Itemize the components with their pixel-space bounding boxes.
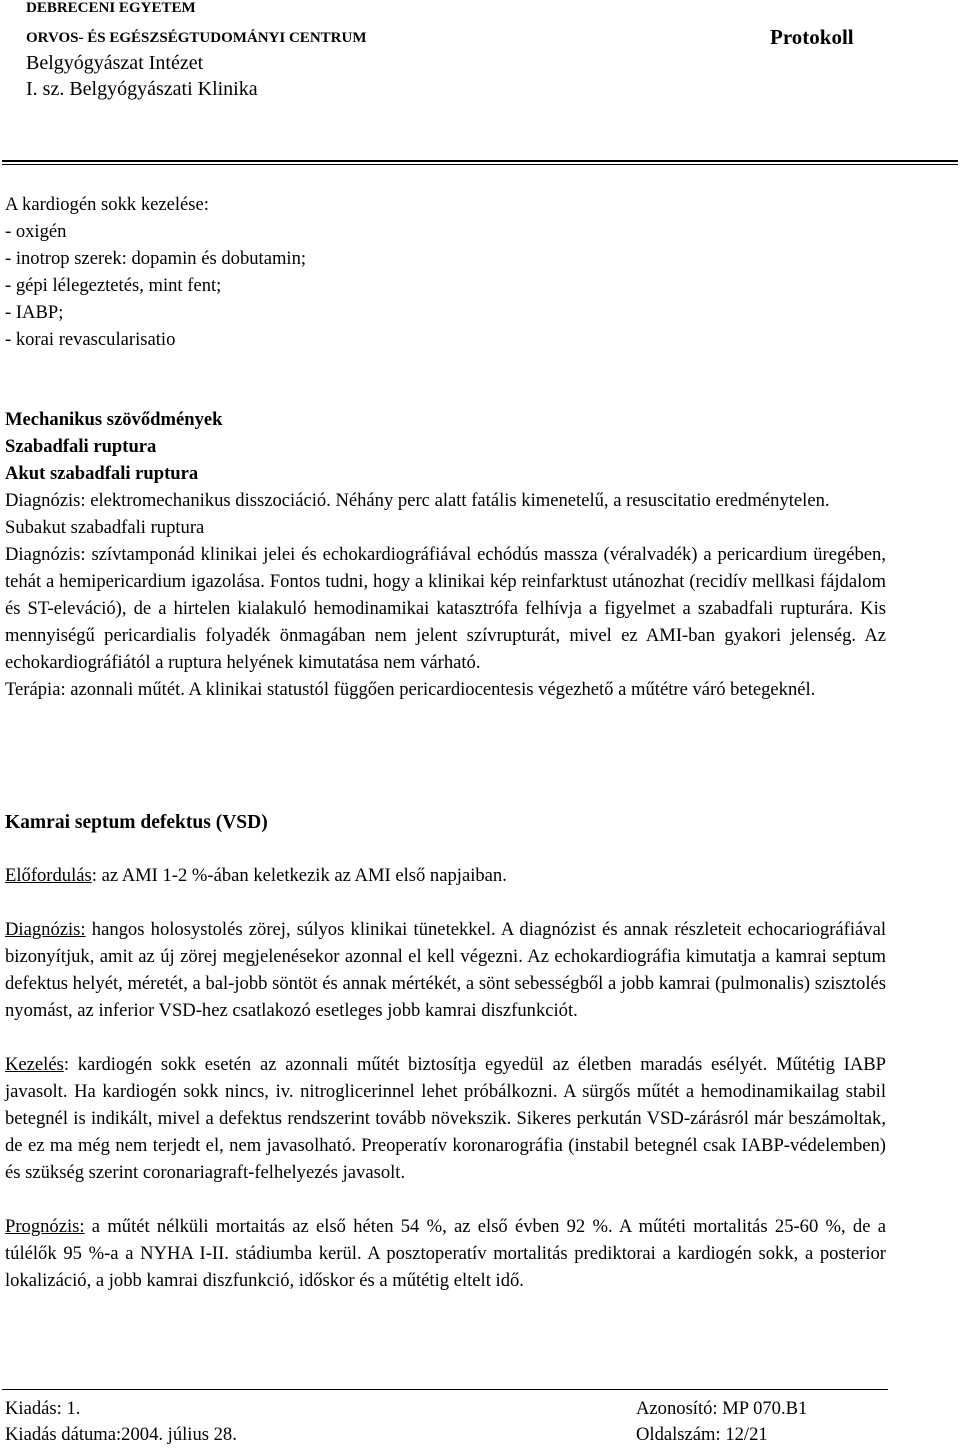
occurrence-label: Előfordulás	[5, 865, 92, 886]
diagnosis-paragraph	[5, 916, 886, 1024]
section-heading: Mechanikus szövődmények	[5, 409, 223, 430]
occurrence-text: : az AMI 1-2 %-ában keletkezik az AMI első napjaiban.	[91, 865, 507, 886]
shock-item: - gépi lélegeztetés, mint fent;	[5, 275, 222, 296]
footer-page-number: Oldalszám: 12/21	[636, 1424, 768, 1445]
footer-date: Kiadás dátuma:2004. július 28.	[5, 1424, 237, 1445]
header-rule-bottom	[2, 164, 958, 165]
occurrence-paragraph	[5, 862, 886, 889]
shock-item: - IABP;	[5, 302, 64, 323]
prognosis-label: Prognózis:	[5, 1216, 85, 1237]
vsd-title: Kamrai septum defektus (VSD)	[5, 812, 268, 833]
subacute-diagnosis: Diagnózis: szívtamponád klinikai jelei és echokardiográfiával echódús massza (véralvadék) a pericardium üregében, tehát a hemipericardium igazolása. Fontos tudni, hogy a klinikai kép reinfarktust utánozhat (recidív mellkasi fájdalom és ST-eleváció), de a hirtelen kialakuló hemodinamikai katasztrófa felhívja a figyelmet a szabadfali rupturára. Kis mennyiségű pericardialis folyadék önmagában nem jelent szívrupturát, mivel ez AMI-ban gyakori jelenség. Az echokardiográfiától a ruptura helyének kimutatása nem várható.	[5, 544, 886, 673]
subsection-heading: Akut szabadfali ruptura	[5, 463, 199, 484]
subsection-heading: Szabadfali ruptura	[5, 436, 157, 457]
university-name: DEBRECENI EGYETEM	[26, 0, 196, 16]
subacute-heading: Subakut szabadfali ruptura	[5, 517, 205, 538]
shock-item: - inotrop szerek: dopamin és dobutamin;	[5, 248, 307, 269]
vsd-section	[5, 809, 886, 1294]
shock-item: - oxigén	[5, 221, 67, 242]
footer-edition: Kiadás: 1.	[5, 1398, 81, 1419]
shock-title: A kardiogén sokk kezelése:	[5, 194, 209, 215]
center-name: ORVOS- ÉS EGÉSZSÉGTUDOMÁNYI CENTRUM	[26, 30, 367, 46]
acute-rupture-diagnosis: Diagnózis: elektromechanikus disszociáció. Néhány perc alatt fatális kimenetelű, a resuscitatio eredménytelen.	[5, 490, 830, 511]
treatment-paragraph	[5, 1051, 886, 1186]
shock-item: - korai revascularisatio	[5, 329, 176, 350]
footer-id: Azonosító: MP 070.B1	[636, 1398, 808, 1419]
institute-name: Belgyógyászat Intézet	[26, 52, 204, 74]
header-rule-top	[2, 160, 958, 162]
document-type: Protokoll	[770, 25, 854, 49]
shock-treatment-section	[5, 191, 886, 353]
treatment-text: : kardiogén sokk esetén az azonnali műtét biztosítja egyedül az életben maradás esélyét. Műtétig IABP javasolt. Ha kardiogén sokk nincs, iv. nitroglicerinnel lehet próbálkozni. A sürgős műtét a hemodinamikailag stabil betegnél is indikált, mivel a defektus rendszerint tovább növekszik. Sikeres perkután VSD-zárásról már beszámoltak, de ez ma még nem terjedt el, nem javasolható. Preoperatív koronarográfia (instabil betegnél csak IABP-védelemben) és szükség szerint coronariagraft-felhelyezés javasolt.	[5, 1054, 886, 1183]
treatment-label: Kezelés	[5, 1054, 64, 1075]
diagnosis-label: Diagnózis:	[5, 919, 86, 940]
clinic-name: I. sz. Belgyógyászati Klinika	[26, 78, 258, 100]
prognosis-text: a műtét nélküli mortaitás az első héten 54 %, az első évben 92 %. A műtéti mortalitás 25-60 %, de a túlélők 95 %-a a NYHA I-II. stádiumba kerül. A posztoperatív mortalitás prediktorai a kardiogén sokk, a posterior lokalizáció, a jobb kamrai diszfunkció, időskor és a műtétig eltelt idő.	[5, 1216, 886, 1291]
footer-rule	[2, 1389, 888, 1390]
prognosis-paragraph	[5, 1213, 886, 1294]
therapy-paragraph: Terápia: azonnali műtét. A klinikai statustól függően pericardiocentesis végezhető a műtétre váró betegeknél.	[5, 679, 816, 700]
mechanical-complications-section	[5, 406, 886, 703]
diagnosis-text: hangos holosystolés zörej, súlyos klinikai tünetekkel. A diagnózist és annak részleteit echocariográfiával bizonyítjuk, amit az új zörej megjelenésekor azonnal el kell végezni. Az echokardiográfia kimutatja a kamrai septum defektus helyét, méretét, a bal-jobb söntöt és annak mértékét, a sönt sebességből a jobb kamrai (pulmonalis) szisztolés nyomást, az inferior VSD-hez csatlakozó esetleges jobb kamrai diszfunkciót.	[5, 919, 886, 1021]
